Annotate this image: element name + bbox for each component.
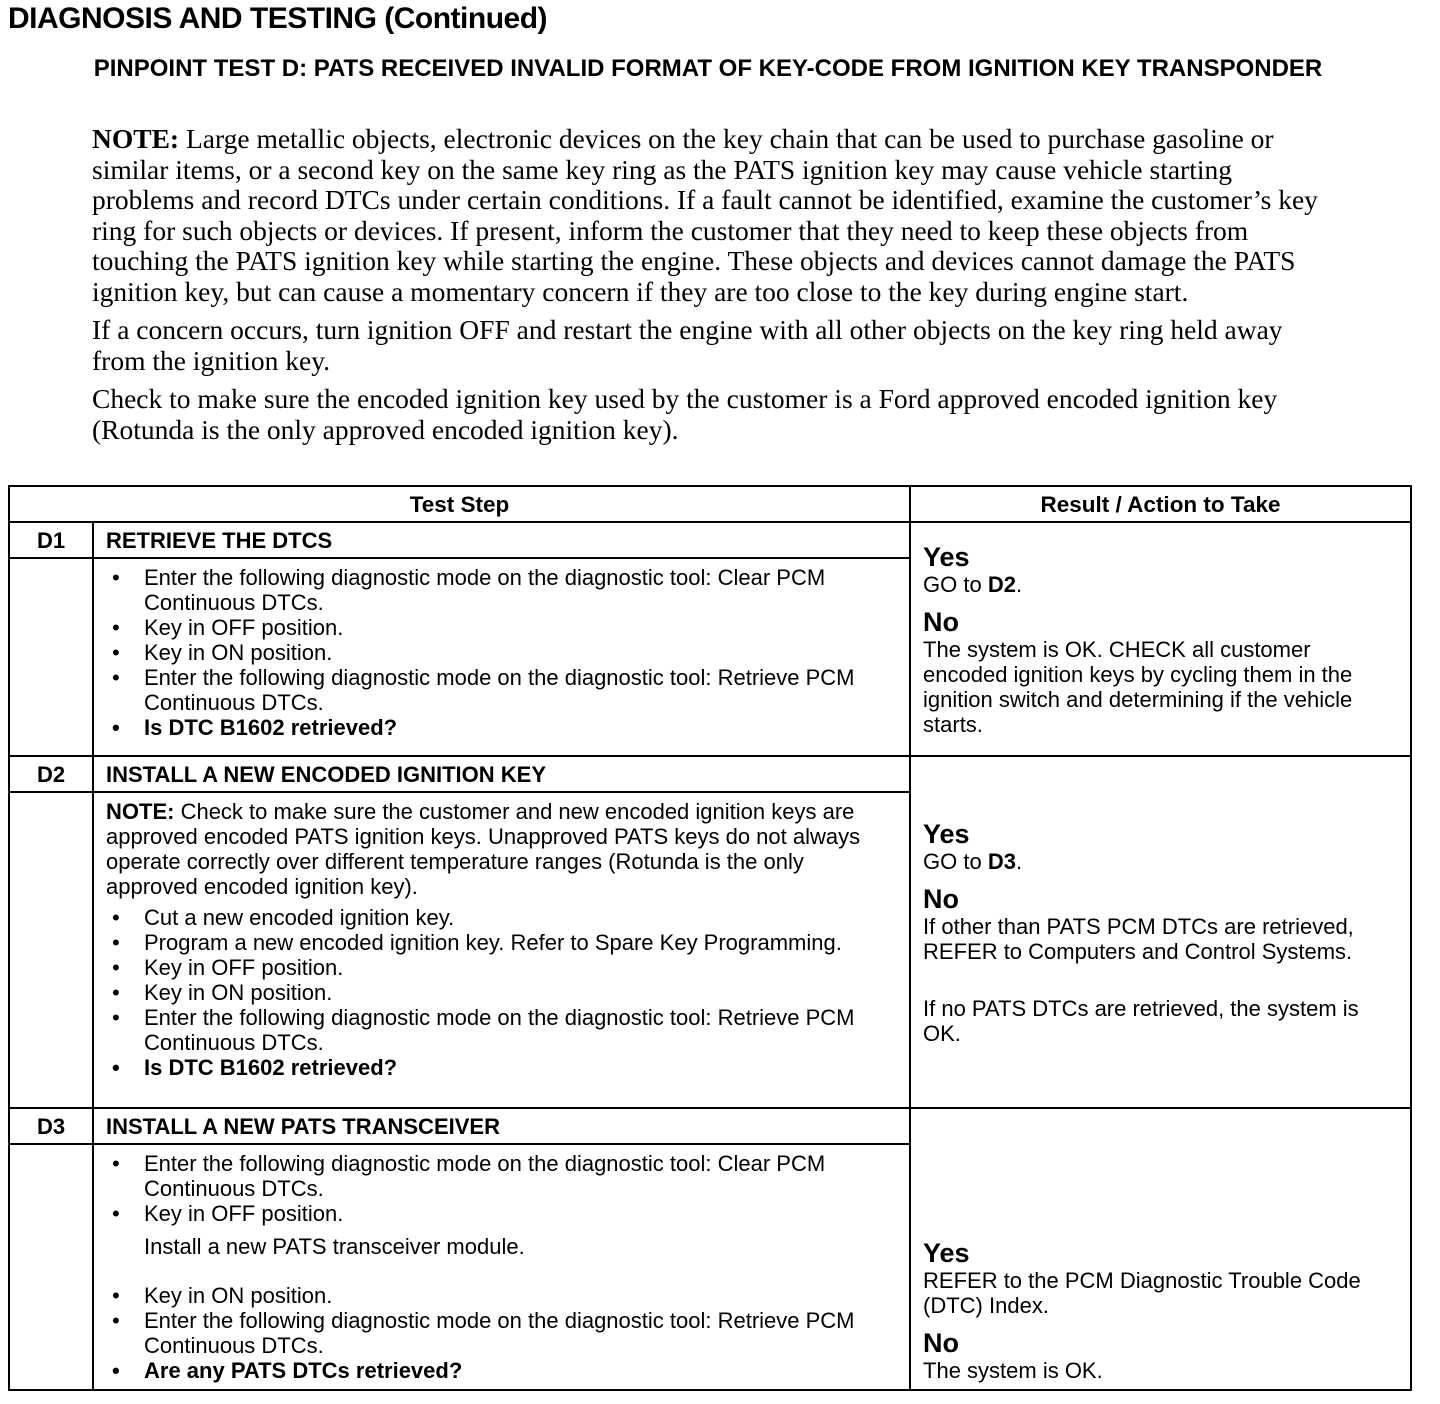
yes-label: Yes [923, 818, 970, 849]
step-d1-result [910, 522, 1411, 756]
step-id-blank [9, 792, 93, 1108]
step-id: D3 [9, 1108, 93, 1144]
pinpoint-test-title: PINPOINT TEST D: PATS RECEIVED INVALID FORMAT OF KEY-CODE FROM IGNITION KEY TRANSPONDER [93, 55, 1323, 82]
list-item: • Key in ON position. [106, 1283, 889, 1308]
yes-action: REFER to the PCM Diagnostic Trouble Code (DTC) Index. [923, 1268, 1361, 1318]
list-item: • Cut a new encoded ignition key. [106, 905, 889, 930]
note-label: NOTE: [92, 123, 180, 154]
step-d1-title-row [9, 522, 1411, 558]
list-item: • Enter the following diagnostic mode on the diagnostic tool: Clear PCM Continuous DTCs. [106, 1151, 889, 1201]
yes-action: GO to D3. [923, 848, 1023, 874]
step-id: D1 [9, 522, 93, 558]
step-d2-title-row [9, 756, 1411, 792]
no-action: The system is OK. CHECK all customer encoded ignition keys by cycling them in the ignition switch and determining if the vehicle starts. [923, 636, 1353, 737]
section-header: DIAGNOSIS AND TESTING (Continued) [8, 2, 548, 35]
no-label: No [923, 883, 960, 914]
step-d3-instructions [106, 1151, 889, 1383]
list-item: • Enter the following diagnostic mode on the diagnostic tool: Retrieve PCM Continuous DTCs. [106, 665, 889, 715]
step-id-blank [9, 1144, 93, 1390]
list-item: • Key in OFF position. [106, 615, 889, 640]
no-label: No [923, 1328, 960, 1358]
note-text: Check to make sure the customer and new encoded ignition keys are approved encoded PATS ignition keys. Unapproved PATS keys do not always operate correctly over different temperature ranges (Rotunda is the only approved encoded ignition key). [106, 799, 861, 899]
intro-paragraph-2: If a concern occurs, turn ignition OFF and restart the engine with all other objects on the key ring held away from the ignition key. [92, 314, 1283, 376]
step-d3-title-row [9, 1108, 1411, 1144]
step-question: • Is DTC B1602 retrieved? [106, 715, 889, 740]
intro-notes [92, 124, 1332, 453]
list-item: • Program a new encoded ignition key. Refer to Spare Key Programming. [106, 930, 889, 955]
step-d3-result [910, 1108, 1411, 1390]
step-d1-body [93, 558, 910, 756]
list-item: • Key in OFF position. [106, 1201, 889, 1226]
step-title: INSTALL A NEW ENCODED IGNITION KEY [93, 756, 910, 792]
step-id-blank [9, 558, 93, 756]
note-label: NOTE: [106, 799, 175, 824]
step-d2-instructions [106, 905, 889, 1080]
column-header-test-step: Test Step [9, 486, 910, 522]
no-label: No [923, 606, 960, 637]
pinpoint-test-table [8, 485, 1412, 1391]
no-action: The system is OK. [923, 1358, 1103, 1383]
list-item: • Enter the following diagnostic mode on the diagnostic tool: Clear PCM Continuous DTCs. [106, 565, 889, 615]
list-item: • Enter the following diagnostic mode on the diagnostic tool: Retrieve PCM Continuous DTCs. [106, 1308, 889, 1358]
step-id: D2 [9, 756, 93, 792]
step-d2-result [910, 756, 1411, 1108]
note-text: Large metallic objects, electronic devices on the key chain that can be used to purchase gasoline or similar items, or a second key on the same key ring as the PATS ignition key may cause vehicle starting problems and record DTCs under certain conditions. If a fault cannot be identified, examine the customer’s key ring for such objects or devices. If present, inform the customer that they need to keep these objects from touching the PATS ignition key while starting the engine. These objects and devices cannot damage the PATS ignition key, but can cause a momentary concern if they are too close to the key during engine start. [92, 123, 1318, 307]
step-question: • Are any PATS DTCs retrieved? [106, 1358, 889, 1383]
step-title: INSTALL A NEW PATS TRANSCEIVER [93, 1108, 910, 1144]
step-d3-body [93, 1144, 910, 1390]
goto-step-link: D2 [987, 571, 1016, 597]
yes-label: Yes [923, 541, 970, 572]
list-item: • Key in ON position. [106, 640, 889, 665]
goto-step-link: D3 [987, 848, 1016, 874]
step-title: RETRIEVE THE DTCS [93, 522, 910, 558]
step-d2-body [93, 792, 910, 1108]
list-item: • Key in ON position. [106, 980, 889, 1005]
yes-label: Yes [923, 1238, 970, 1268]
no-action: If other than PATS PCM DTCs are retrieved, REFER to Computers and Control Systems. [923, 913, 1354, 964]
step-d1-instructions [106, 565, 889, 740]
step-note [106, 799, 889, 899]
list-item-plain: Install a new PATS transceiver module. [144, 1234, 525, 1259]
yes-action: GO to D2. [923, 571, 1023, 597]
list-item: • Key in OFF position. [106, 955, 889, 980]
no-action-2: If no PATS DTCs are retrieved, the system is OK. [923, 995, 1359, 1046]
intro-paragraph-3: Check to make sure the encoded ignition key used by the customer is a Ford approved encoded ignition key (Rotunda is the only approved encoded ignition key). [92, 383, 1278, 445]
step-question: • Is DTC B1602 retrieved? [106, 1055, 889, 1080]
column-header-result: Result / Action to Take [910, 486, 1411, 522]
table-header-row [9, 486, 1411, 522]
list-item: • Enter the following diagnostic mode on the diagnostic tool: Retrieve PCM Continuous DTCs. [106, 1005, 889, 1055]
intro-note [92, 124, 1332, 307]
